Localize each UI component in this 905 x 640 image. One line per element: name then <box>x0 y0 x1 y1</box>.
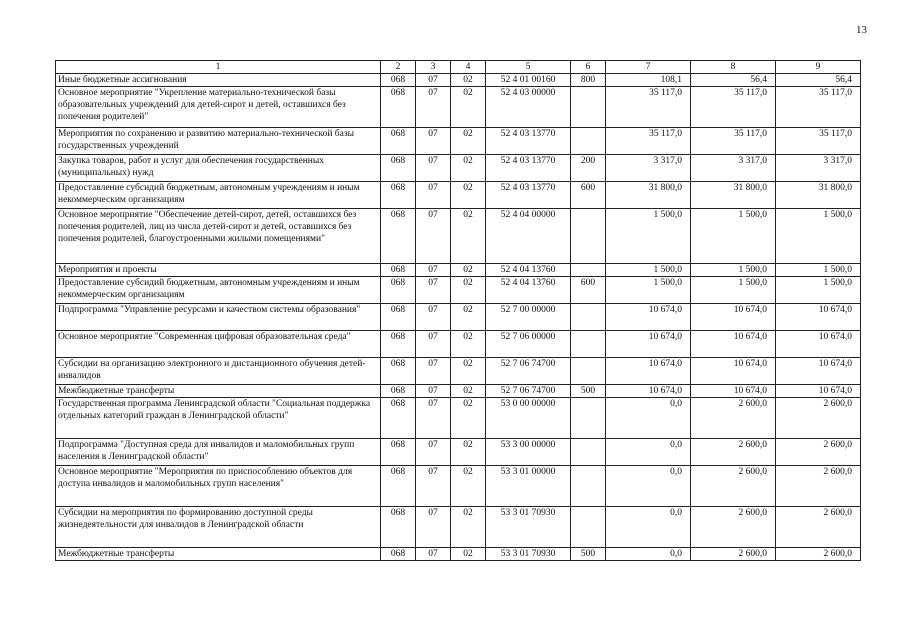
expense-type <box>571 331 606 358</box>
amount-col-8: 1 500,0 <box>691 277 776 304</box>
target-article: 52 4 03 13770 <box>486 128 571 155</box>
expense-type <box>571 209 606 264</box>
subsection-code: 02 <box>451 182 486 209</box>
amount-col-7: 108,1 <box>606 74 691 87</box>
amount-col-8: 35 117,0 <box>691 87 776 128</box>
expense-type: 200 <box>571 155 606 182</box>
section-code: 07 <box>416 466 451 507</box>
table-row <box>56 128 861 155</box>
subsection-code: 02 <box>451 264 486 277</box>
target-article: 52 4 04 00000 <box>486 209 571 264</box>
amount-col-7: 35 117,0 <box>606 87 691 128</box>
ministry-code: 068 <box>381 507 416 548</box>
table-row <box>56 439 861 466</box>
subsection-code: 02 <box>451 439 486 466</box>
amount-col-9: 2 600,0 <box>776 548 861 561</box>
amount-col-9: 1 500,0 <box>776 209 861 264</box>
table-row <box>56 87 861 128</box>
amount-col-7: 3 317,0 <box>606 155 691 182</box>
subsection-code: 02 <box>451 209 486 264</box>
target-article: 52 4 03 13770 <box>486 182 571 209</box>
amount-col-8: 2 600,0 <box>691 398 776 439</box>
target-article: 52 4 03 13770 <box>486 155 571 182</box>
expense-type <box>571 304 606 331</box>
amount-col-9: 3 317,0 <box>776 155 861 182</box>
row-name: Закупка товаров, работ и услуг для обеспечения государственных (муниципальных) нужд <box>56 155 381 182</box>
ministry-code: 068 <box>381 87 416 128</box>
expense-type: 800 <box>571 74 606 87</box>
target-article: 53 3 01 00000 <box>486 466 571 507</box>
amount-col-7: 10 674,0 <box>606 358 691 385</box>
ministry-code: 068 <box>381 358 416 385</box>
column-header: 6 <box>571 61 606 74</box>
amount-col-8: 10 674,0 <box>691 304 776 331</box>
row-name: Мероприятия и проекты <box>56 264 381 277</box>
amount-col-9: 35 117,0 <box>776 128 861 155</box>
target-article: 52 4 01 00160 <box>486 74 571 87</box>
subsection-code: 02 <box>451 466 486 507</box>
amount-col-8: 10 674,0 <box>691 358 776 385</box>
amount-col-9: 10 674,0 <box>776 331 861 358</box>
column-header: 9 <box>776 61 861 74</box>
subsection-code: 02 <box>451 398 486 439</box>
section-code: 07 <box>416 385 451 398</box>
amount-col-9: 31 800,0 <box>776 182 861 209</box>
amount-col-7: 1 500,0 <box>606 277 691 304</box>
table-row <box>56 182 861 209</box>
expense-type <box>571 398 606 439</box>
amount-col-9: 1 500,0 <box>776 264 861 277</box>
amount-col-7: 1 500,0 <box>606 264 691 277</box>
amount-col-7: 35 117,0 <box>606 128 691 155</box>
ministry-code: 068 <box>381 155 416 182</box>
budget-table <box>55 60 861 561</box>
amount-col-9: 10 674,0 <box>776 385 861 398</box>
expense-type: 500 <box>571 385 606 398</box>
amount-col-8: 1 500,0 <box>691 264 776 277</box>
column-header: 7 <box>606 61 691 74</box>
amount-col-7: 0,0 <box>606 507 691 548</box>
amount-col-7: 31 800,0 <box>606 182 691 209</box>
expense-type <box>571 439 606 466</box>
ministry-code: 068 <box>381 304 416 331</box>
ministry-code: 068 <box>381 385 416 398</box>
expense-type <box>571 128 606 155</box>
amount-col-9: 35 117,0 <box>776 87 861 128</box>
table-row <box>56 358 861 385</box>
target-article: 52 4 04 13760 <box>486 277 571 304</box>
row-name: Межбюджетные трансферты <box>56 548 381 561</box>
subsection-code: 02 <box>451 155 486 182</box>
row-name: Предоставление субсидий бюджетным, автономным учреждениям и иным некоммерческим организациям <box>56 182 381 209</box>
ministry-code: 068 <box>381 439 416 466</box>
target-article: 52 4 03 00000 <box>486 87 571 128</box>
expense-type: 600 <box>571 277 606 304</box>
row-name: Субсидии на организацию электронного и дистанционного обучения детей-инвалидов <box>56 358 381 385</box>
subsection-code: 02 <box>451 87 486 128</box>
section-code: 07 <box>416 358 451 385</box>
ministry-code: 068 <box>381 398 416 439</box>
amount-col-9: 2 600,0 <box>776 398 861 439</box>
amount-col-7: 0,0 <box>606 466 691 507</box>
column-header: 4 <box>451 61 486 74</box>
row-name: Предоставление субсидий бюджетным, автономным учреждениям и иным некоммерческим организациям <box>56 277 381 304</box>
section-code: 07 <box>416 331 451 358</box>
table-row <box>56 331 861 358</box>
subsection-code: 02 <box>451 277 486 304</box>
section-code: 07 <box>416 182 451 209</box>
amount-col-7: 0,0 <box>606 439 691 466</box>
amount-col-9: 1 500,0 <box>776 277 861 304</box>
section-code: 07 <box>416 87 451 128</box>
section-code: 07 <box>416 74 451 87</box>
ministry-code: 068 <box>381 466 416 507</box>
amount-col-8: 2 600,0 <box>691 439 776 466</box>
amount-col-9: 2 600,0 <box>776 439 861 466</box>
amount-col-7: 10 674,0 <box>606 304 691 331</box>
amount-col-7: 1 500,0 <box>606 209 691 264</box>
column-header: 2 <box>381 61 416 74</box>
section-code: 07 <box>416 155 451 182</box>
row-name: Подпрограмма "Управление ресурсами и качеством системы образования" <box>56 304 381 331</box>
row-name: Государственная программа Ленинградской области "Социальная поддержка отдельных категорий граждан в Ленинградской области" <box>56 398 381 439</box>
amount-col-7: 0,0 <box>606 398 691 439</box>
expense-type <box>571 87 606 128</box>
table-row <box>56 548 861 561</box>
amount-col-8: 3 317,0 <box>691 155 776 182</box>
amount-col-7: 10 674,0 <box>606 385 691 398</box>
amount-col-8: 10 674,0 <box>691 331 776 358</box>
table-row <box>56 398 861 439</box>
ministry-code: 068 <box>381 209 416 264</box>
target-article: 53 0 00 00000 <box>486 398 571 439</box>
expense-type: 500 <box>571 548 606 561</box>
target-article: 52 4 04 13760 <box>486 264 571 277</box>
row-name: Подпрограмма "Доступная среда для инвалидов и маломобильных групп населения в Ленинградской области" <box>56 439 381 466</box>
row-name: Основное мероприятие "Обеспечение детей-сирот, детей, оставшихся без попечения родителей, лиц из числа детей-сирот и детей, оставшихся без попечения родителей, благоустроенными жилыми помещениями" <box>56 209 381 264</box>
section-code: 07 <box>416 439 451 466</box>
section-code: 07 <box>416 304 451 331</box>
section-code: 07 <box>416 209 451 264</box>
column-header: 5 <box>486 61 571 74</box>
amount-col-8: 2 600,0 <box>691 548 776 561</box>
ministry-code: 068 <box>381 331 416 358</box>
row-name: Межбюджетные трансферты <box>56 385 381 398</box>
ministry-code: 068 <box>381 277 416 304</box>
expense-type <box>571 358 606 385</box>
table-row <box>56 304 861 331</box>
table-row <box>56 74 861 87</box>
amount-col-8: 2 600,0 <box>691 507 776 548</box>
section-code: 07 <box>416 548 451 561</box>
section-code: 07 <box>416 264 451 277</box>
target-article: 52 7 06 74700 <box>486 358 571 385</box>
expense-type <box>571 466 606 507</box>
column-header: 1 <box>56 61 381 74</box>
table-row <box>56 277 861 304</box>
section-code: 07 <box>416 507 451 548</box>
amount-col-9: 2 600,0 <box>776 507 861 548</box>
target-article: 52 7 06 00000 <box>486 331 571 358</box>
expense-type <box>571 507 606 548</box>
row-name: Иные бюджетные ассигнования <box>56 74 381 87</box>
section-code: 07 <box>416 128 451 155</box>
subsection-code: 02 <box>451 548 486 561</box>
table-row <box>56 264 861 277</box>
subsection-code: 02 <box>451 128 486 155</box>
expense-type: 600 <box>571 182 606 209</box>
table-row <box>56 209 861 264</box>
amount-col-8: 10 674,0 <box>691 385 776 398</box>
amount-col-7: 10 674,0 <box>606 331 691 358</box>
row-name: Основное мероприятие "Укрепление материально-технической базы образовательных учреждений для детей-сирот и детей, оставшихся без попечения родителей" <box>56 87 381 128</box>
ministry-code: 068 <box>381 74 416 87</box>
target-article: 53 3 01 70930 <box>486 507 571 548</box>
table-row <box>56 155 861 182</box>
ministry-code: 068 <box>381 182 416 209</box>
amount-col-9: 56,4 <box>776 74 861 87</box>
table-row <box>56 385 861 398</box>
target-article: 53 3 00 00000 <box>486 439 571 466</box>
amount-col-8: 2 600,0 <box>691 466 776 507</box>
amount-col-9: 10 674,0 <box>776 304 861 331</box>
column-header: 8 <box>691 61 776 74</box>
amount-col-8: 31 800,0 <box>691 182 776 209</box>
amount-col-8: 35 117,0 <box>691 128 776 155</box>
subsection-code: 02 <box>451 304 486 331</box>
subsection-code: 02 <box>451 507 486 548</box>
table-row <box>56 466 861 507</box>
ministry-code: 068 <box>381 264 416 277</box>
ministry-code: 068 <box>381 548 416 561</box>
row-name: Мероприятия по сохранению и развитию материально-технической базы государственных учреждений <box>56 128 381 155</box>
ministry-code: 068 <box>381 128 416 155</box>
target-article: 52 7 06 74700 <box>486 385 571 398</box>
subsection-code: 02 <box>451 74 486 87</box>
amount-col-9: 2 600,0 <box>776 466 861 507</box>
header-row <box>56 61 861 74</box>
subsection-code: 02 <box>451 385 486 398</box>
subsection-code: 02 <box>451 358 486 385</box>
section-code: 07 <box>416 398 451 439</box>
amount-col-8: 1 500,0 <box>691 209 776 264</box>
amount-col-8: 56,4 <box>691 74 776 87</box>
row-name: Основное мероприятие "Мероприятия по приспособлению объектов для доступа инвалидов и маломобильных групп населения" <box>56 466 381 507</box>
target-article: 52 7 00 00000 <box>486 304 571 331</box>
column-header: 3 <box>416 61 451 74</box>
page-number: 13 <box>856 24 867 36</box>
amount-col-9: 10 674,0 <box>776 358 861 385</box>
target-article: 53 3 01 70930 <box>486 548 571 561</box>
expense-type <box>571 264 606 277</box>
row-name: Основное мероприятие "Современная цифровая образовательная среда" <box>56 331 381 358</box>
row-name: Субсидии на мероприятия по формированию доступной среды жизнедеятельности для инвалидов в Ленинградской области <box>56 507 381 548</box>
section-code: 07 <box>416 277 451 304</box>
amount-col-7: 0,0 <box>606 548 691 561</box>
subsection-code: 02 <box>451 331 486 358</box>
table-row <box>56 507 861 548</box>
